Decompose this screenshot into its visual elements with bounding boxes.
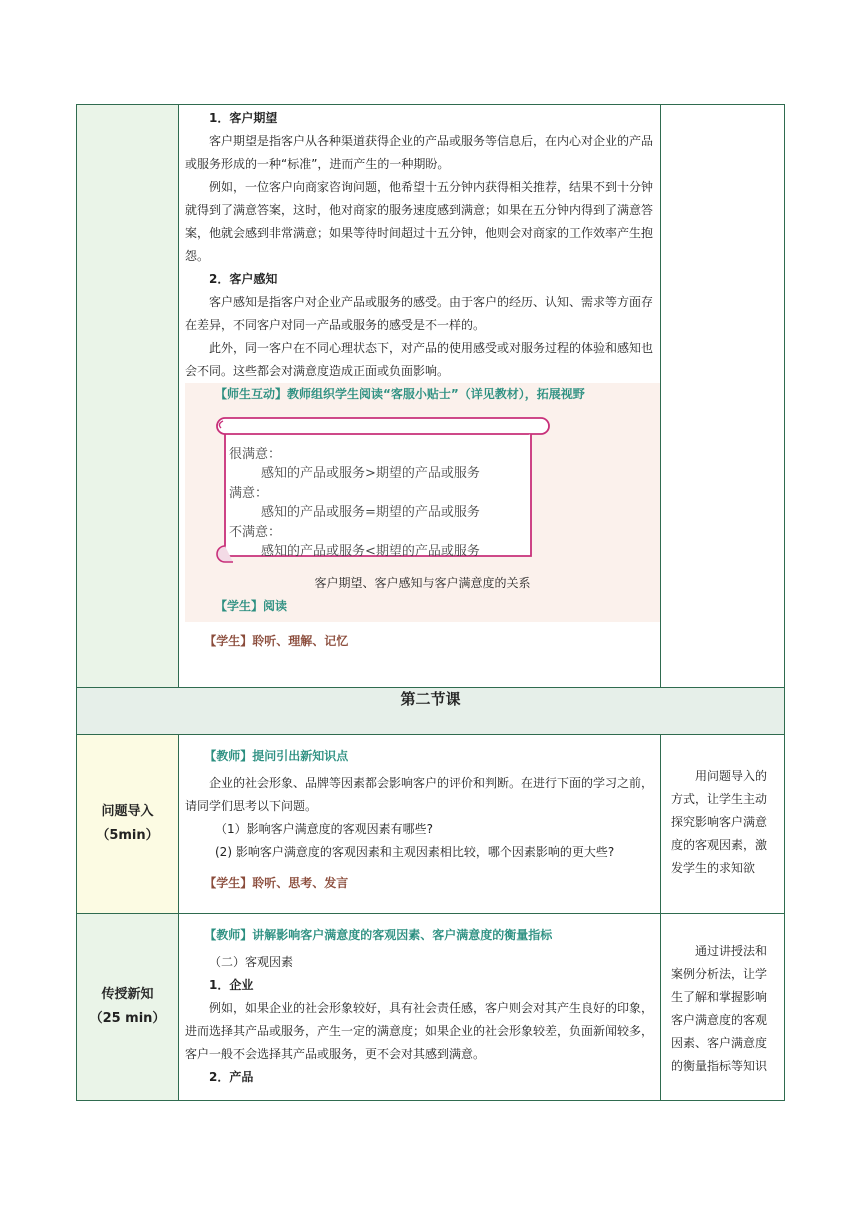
row2-label-title: 问题导入 [101,804,154,819]
row3-label-cell [77,914,179,1101]
row2-content-cell [179,735,661,914]
row-customer-expectation [77,105,785,688]
row1-note-cell [661,105,785,688]
row2-question-1: （1）影响客户满意度的客观因素有哪些? [215,822,434,836]
row2-label-time: （5min） [96,828,159,843]
row2-question-2: (2) 影响客户满意度的客观因素和主观因素相比较，哪个因素影响的更大些? [215,845,615,859]
para-perception-def: 客户感知是指客户对企业产品或服务的感受。由于客户的经历、认知、需求等方面存在差异，不同客户对同一产品或服务的感受是不一样的。 [185,295,654,332]
row1-content-cell [179,105,661,688]
row-new-knowledge [77,914,785,1101]
row2-label-cell [77,735,179,914]
scroll-line-equal: 感知的产品或服务=期望的产品或服务 [261,505,480,520]
scroll-caption: 客户期望、客户感知与客户满意度的关系 [314,576,531,590]
row-problem-intro [77,735,785,914]
row3-label-time: （25 min） [89,1011,166,1026]
student-listen: 【学生】聆听、理解、记忆 [204,634,349,648]
heading-perception: 2．客户感知 [209,272,278,286]
para-perception-extra: 此外，同一客户在不同心理状态下，对产品的使用感受或对服务过程的体验和感知也会不同。这些都会对满意度造成正面或负面影响。 [185,341,654,378]
row3-note: 通过讲授法和案例分析法，让学生了解和掌握影响客户满意度的客观因素、客户满意度的衡量指标等知识 [671,944,768,1073]
scroll-line-very-satisfied: 很满意： [229,447,282,462]
scroll-graphic [211,406,557,572]
heading-expectation: 1．客户期望 [209,111,278,125]
row2-note: 用问题导入的方式，让学生主动探究影响客户满意度的客观因素，激发学生的求知欲 [671,769,768,875]
section-row [77,688,785,735]
scroll-line-less: 感知的产品或服务<期望的产品或服务 [261,544,480,559]
row2-teacher: 【教师】提问引出新知识点 [204,749,349,763]
interaction-heading: 【师生互动】教师组织学生阅读“客服小贴士”（详见教材），拓展视野 [215,387,585,401]
row1-label-cell [77,105,179,688]
row3-label-title: 传授新知 [101,987,154,1002]
row3-para-enterprise: 例如，如果企业的社会形象较好，具有社会责任感，客户则会对其产生良好的印象，进而选择其产品或服务，产生一定的满意度；如果企业的社会形象较差，负面新闻较多，客户一般不会选择其产品或服务，更不会对其感到满意。 [185,1001,654,1061]
para-expectation-def: 客户期望是指客户从各种渠道获得企业的产品或服务等信息后，在内心对企业的产品或服务形成的一种“标准”，进而产生的一种期盼。 [185,134,654,171]
interaction-box [185,383,660,622]
row3-subtitle: （二）客观因素 [209,955,294,969]
row2-note-cell [661,735,785,914]
scroll-line-unsatisfied: 不满意： [229,525,282,540]
para-expectation-example: 例如，一位客户向商家咨询问题，他希望十五分钟内获得相关推荐，结果不到十分钟就得到了满意答案，这时，他对商家的服务速度感到满意；如果在五分钟内得到了满意答案，他就会感到非常满意；如果等待时间超过十五分钟，他则会对商家的工作效率产生抱怨。 [185,180,654,263]
row2-student: 【学生】聆听、思考、发言 [204,876,349,890]
row3-note-cell [661,914,785,1101]
row3-heading-enterprise: 1．企业 [209,978,254,992]
scroll-line-greater: 感知的产品或服务>期望的产品或服务 [261,466,480,481]
row2-para: 企业的社会形象、品牌等因素都会影响客户的评价和判断。在进行下面的学习之前，请同学们思考以下问题。 [185,776,654,813]
row3-teacher: 【教师】讲解影响客户满意度的客观因素、客户满意度的衡量指标 [204,928,553,942]
row3-heading-product: 2．产品 [209,1070,254,1084]
student-read: 【学生】阅读 [215,599,288,613]
lesson-table [76,104,785,1101]
section-title: 第二节课 [77,688,785,735]
scroll-line-satisfied: 满意： [229,486,269,501]
row3-content-cell [179,914,661,1101]
